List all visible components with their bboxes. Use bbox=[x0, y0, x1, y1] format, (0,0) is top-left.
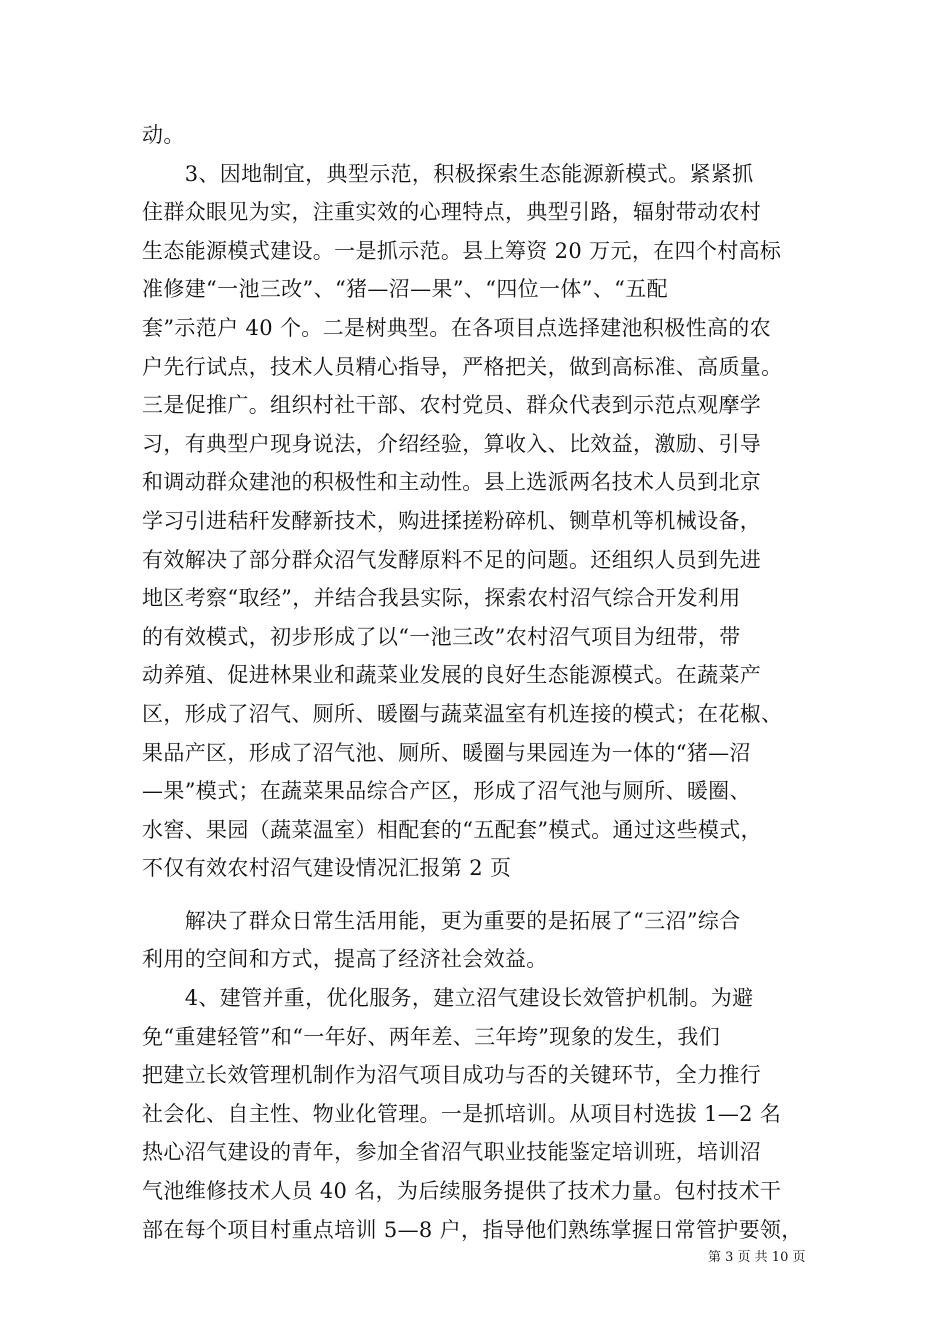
text-line: 套”示范户 40 个。二是树典型。在各项目点选择建池积极性高的农 bbox=[142, 315, 772, 340]
text-line: 生态能源模式建设。一是抓示范。县上筹资 20 万元，在四个村高标 bbox=[142, 238, 782, 263]
text-line: 住群众眼见为实，注重实效的心理特点，典型引路，辐射带动农村 bbox=[142, 200, 762, 225]
text-line: 动。 bbox=[142, 123, 185, 147]
paragraph-gap bbox=[142, 888, 814, 902]
text-line: 不仅有效农村沼气建设情况汇报第 2 页 bbox=[142, 856, 512, 881]
text-line: 气池维修技术人员 40 名，为后续服务提供了技术力量。包村技术干 bbox=[142, 1179, 782, 1204]
text-line: —果”模式；在蔬菜果品综合产区，形成了沼气池与厕所、暖圈、 bbox=[142, 779, 751, 804]
text-line: 和调动群众建池的积极性和主动性。县上选派两名技术人员到北京 bbox=[142, 470, 762, 495]
text-line: 水窖、果园（蔬菜温室）相配套的“五配套”模式。通过这些模式， bbox=[142, 817, 762, 842]
text-line: 习，有典型户现身说法，介绍经验，算收入、比效益，激励、引导 bbox=[142, 431, 762, 456]
text-line: 动养殖、促进林果业和蔬菜业发展的良好生态能源模式。在蔬菜产 bbox=[142, 663, 762, 688]
text-line: 准修建“一池三改”、“猪—沼—果”、“四位一体”、“五配 bbox=[142, 277, 668, 302]
text-line: 解决了群众日常生活用能，更为重要的是拓展了“三沼”综合 bbox=[142, 908, 741, 933]
text-line: 的有效模式，初步形成了以“一池三改”农村沼气项目为纽带，带 bbox=[142, 624, 741, 649]
page-number-footer: 第 3 页 共 10 页 bbox=[708, 1250, 806, 1265]
text-line: 户先行试点，技术人员精心指导，严格把关，做到高标准、高质量。 bbox=[142, 354, 783, 379]
text-line: 4、建管并重，优化服务，建立沼气建设长效管护机制。为避 bbox=[142, 986, 754, 1011]
text-line: 利用的空间和方式，提高了经济社会效益。 bbox=[142, 947, 548, 972]
body-text bbox=[142, 116, 814, 1249]
text-line: 地区考察“取经”，并结合我县实际，探索农村沼气综合开发利用 bbox=[142, 586, 741, 611]
text-line: 区，形成了沼气、厕所、暖圈与蔬菜温室有机连接的模式；在花椒、 bbox=[142, 701, 783, 726]
text-line: 部在每个项目村重点培训 5—8 户，指导他们熟练掌握日常管护要领， bbox=[142, 1217, 803, 1242]
text-line: 有效解决了部分群众沼气发酵原料不足的问题。还组织人员到先进 bbox=[142, 547, 762, 572]
text-line: 热心沼气建设的青年，参加全省沼气职业技能鉴定培训班，培训沼 bbox=[142, 1140, 762, 1165]
text-line: 把建立长效管理机制作为沼气项目成功与否的关键环节，全力推行 bbox=[142, 1063, 762, 1088]
text-line: 社会化、自主性、物业化管理。一是抓培训。从项目村选拔 1—2 名 bbox=[142, 1101, 782, 1126]
text-line: 三是促推广。组织村社干部、农村党员、群众代表到示范点观摩学 bbox=[142, 393, 762, 418]
text-line: 3、因地制宜，典型示范，积极探索生态能源新模式。紧紧抓 bbox=[142, 161, 754, 186]
text-line: 免“重建轻管”和“一年好、两年差、三年垮”现象的发生，我们 bbox=[142, 1024, 721, 1049]
text-line: 果品产区，形成了沼气池、厕所、暖圈与果园连为一体的“猪—沼 bbox=[142, 740, 751, 765]
text-line: 学习引进秸秆发酵新技术，购进揉搓粉碎机、铡草机等机械设备， bbox=[142, 508, 762, 533]
